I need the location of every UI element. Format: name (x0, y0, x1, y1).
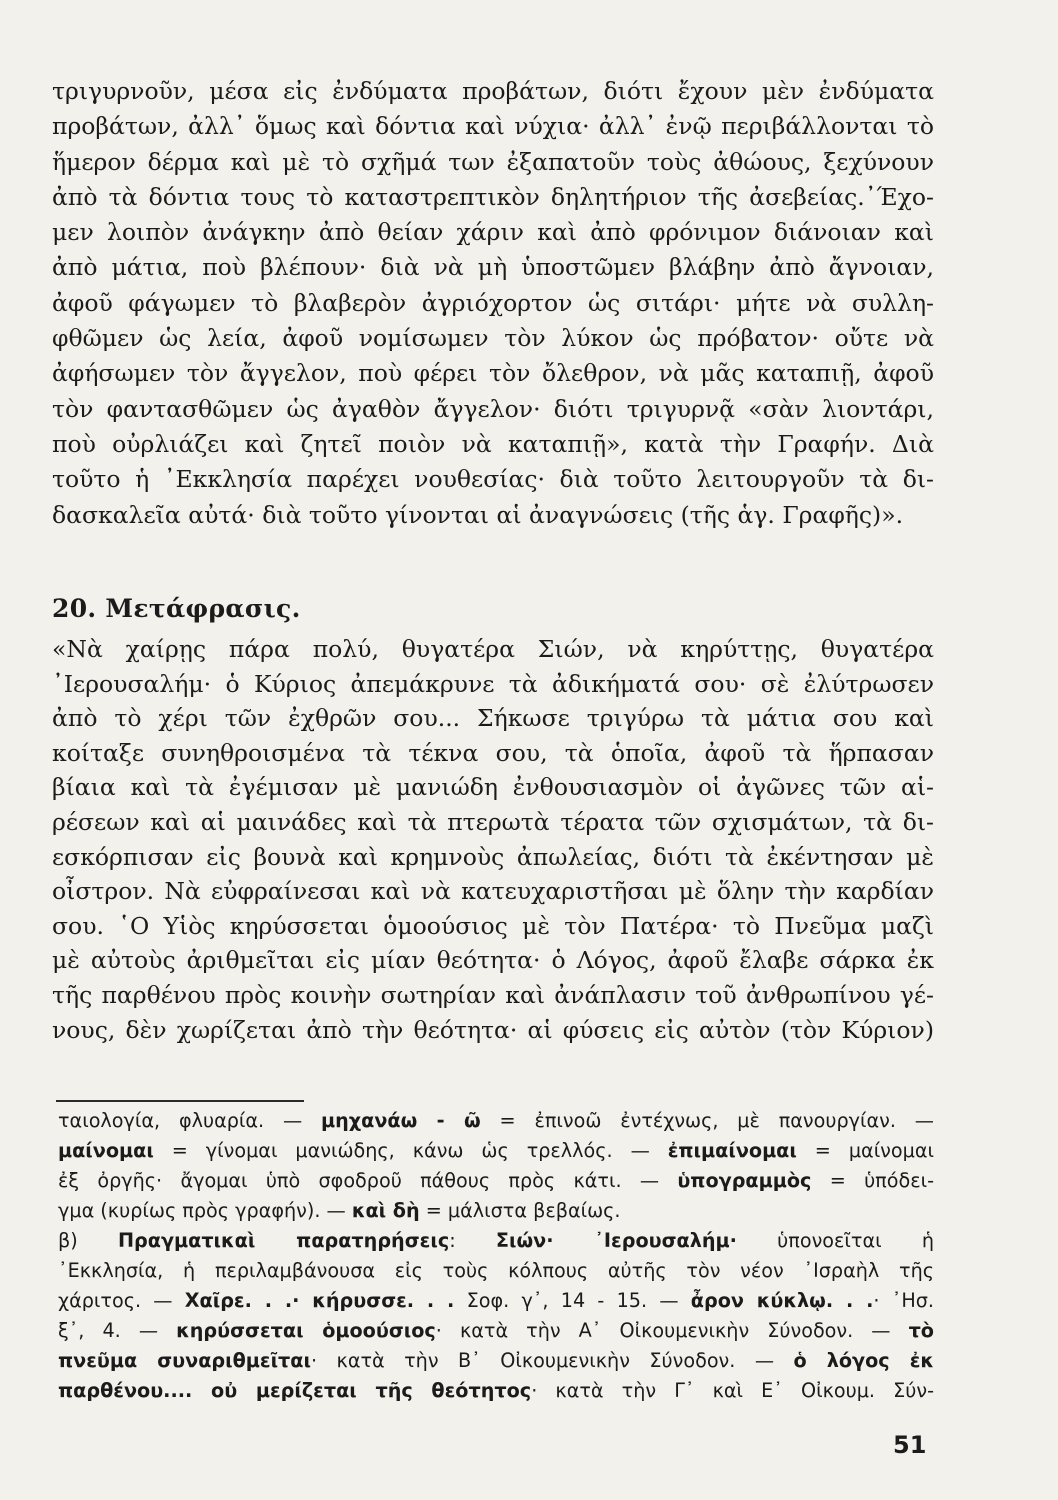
note-line (58, 1106, 934, 1136)
note-term: μαίνομαι (58, 1139, 154, 1162)
text-line: μεν λοιπὸν ἀνάγκην ἀπὸ θείαν χάριν καὶ ἀπὸ φρόνιμον διάνοιαν καὶ (52, 218, 934, 247)
text-line: ἀφήσωμεν τὸν ἄγγελον, ποὺ φέρει τὸν ὄλεθρον, νὰ μᾶς καταπιῇ, ἀφοῦ (52, 359, 934, 388)
text-line: τὸν φαντασθῶμεν ὡς ἀγαθὸν ἄγγελον· διότι τριγυρνᾷ «σὰν λιοντάρι, (52, 394, 934, 423)
text-line: ἥμερον δέρμα καὶ μὲ τὸ σχῆμά των ἐξαπατοῦν τοὺς ἀθώους, ξεχύνουν (52, 147, 934, 176)
note-term: παρθένου.... οὐ μερίζεται τῆς θεότητος (58, 1379, 532, 1402)
note-text: χάριτος. — (58, 1289, 185, 1312)
note-term: ὁ λόγος ἐκ (793, 1349, 935, 1372)
note-text: · κατὰ τὴν Α᾽ Οἰκουμενικὴν Σύνοδον. — (435, 1319, 909, 1342)
note-text: · ᾽Ησ. (873, 1289, 935, 1312)
text-line: ρέσεων καὶ αἱ μαινάδες καὶ τὰ πτερωτὰ τέρατα τῶν σχισμάτων, τὰ δι- (52, 807, 934, 836)
text-line: βίαια καὶ τὰ ἐγέμισαν μὲ μανιώδη ἐνθουσιασμὸν οἱ ἀγῶνες τῶν αἱ- (52, 773, 934, 802)
text-line: κοίταξε συνηθροισμένα τὰ τέκνα σου, τὰ ὁποῖα, ἀφοῦ τὰ ἥρπασαν (52, 738, 934, 767)
note-term: ἆρον κύκλῳ. . . (690, 1289, 874, 1312)
note-term: ὑπογραμμὸς (677, 1169, 812, 1192)
text-line: ἀφοῦ φάγωμεν τὸ βλαβερὸν ἀγριόχορτον ὡς σιτάρι· μήτε νὰ συλλη- (52, 288, 934, 317)
text-line: ἀπὸ τὸ χέρι τῶν ἐχθρῶν σου... Σήκωσε τριγύρω τὰ μάτια σου καὶ (52, 704, 934, 733)
text-line: ᾽Ιερουσαλήμ· ὁ Κύριος ἀπεμάκρυνε τὰ ἀδικήματά σου· σὲ ἐλύτρωσεν (52, 669, 934, 698)
note-text: Σοφ. γ᾽, 14 - 15. — (454, 1289, 691, 1312)
note-line (58, 1226, 934, 1256)
note-text: : (449, 1229, 496, 1252)
text-line: δασκαλεῖα αὐτά· διὰ τοῦτο γίνονται αἱ ἀναγνώσεις (τῆς ἁγ. Γραφῆς)». (52, 500, 904, 529)
note-text: = μάλιστα βεβαίως. (419, 1199, 621, 1222)
text-line: ποὺ οὐρλιάζει καὶ ζητεῖ ποιὸν νὰ καταπιῇ», κατὰ τὴν Γραφήν. Διὰ (52, 429, 934, 458)
text-line: σου. ῾Ο Υἱὸς κηρύσσεται ὁμοούσιος μὲ τὸν Πατέρα· τὸ Πνεῦμα μαζὶ (52, 911, 934, 940)
footnote-divider (56, 1100, 304, 1102)
note-text: ᾽Εκκλησία, ἡ περιλαμβάνουσα εἰς τοὺς κόλπους αὐτῆς τὸν νέον ᾽Ισραὴλ τῆς (58, 1259, 934, 1282)
section-heading: 20. Μετάφρασις. (52, 594, 301, 623)
note-term: κηρύσσεται ὁμοούσιος (176, 1319, 436, 1342)
note-text: = ἐπινοῶ ἐντέχνως, μὲ πανουργίαν. — (480, 1109, 934, 1132)
note-term: Χαῖρε. . .· κήρυσσε. . . (184, 1289, 455, 1312)
note-text: β) (58, 1229, 118, 1252)
note-text: ταιολογία, φλυαρία. — (58, 1109, 321, 1132)
section-text (52, 632, 934, 1047)
note-term: καὶ δὴ (351, 1199, 420, 1222)
note-line (58, 1286, 934, 1316)
note-text: ἐξ ὀργῆς· ἄγομαι ὑπὸ σφοδροῦ πάθους πρὸς κάτι. — (58, 1169, 678, 1192)
text-line: μὲ αὐτοὺς ἀριθμεῖται εἰς μίαν θεότητα· ὁ Λόγος, ἀφοῦ ἔλαβε σάρκα ἐκ (52, 946, 934, 975)
text-line: «Νὰ χαίρῃς πάρα πολύ, θυγατέρα Σιών, νὰ κηρύττῃς, θυγατέρα (52, 635, 934, 663)
note-line (58, 1346, 934, 1376)
text-line: τοῦτο ἡ ᾽Εκκλησία παρέχει νουθεσίας· διὰ τοῦτο λειτουργοῦν τὰ δι- (52, 465, 934, 494)
note-text: ὑπονοεῖται ἡ (736, 1229, 934, 1252)
note-term: μηχανάω - ῶ (320, 1109, 481, 1132)
note-text: · κατὰ τὴν Γ᾽ καὶ Ε᾽ Οἰκουμ. Σύν- (531, 1379, 934, 1402)
text-line: φθῶμεν ὡς λεία, ἀφοῦ νομίσωμεν τὸν λύκον ὡς πρόβατον· οὔτε νὰ (52, 324, 934, 353)
note-text: = μαίνομαι (796, 1139, 934, 1162)
note-line (58, 1316, 934, 1346)
note-term: πνεῦμα συναριθμεῖται (58, 1349, 311, 1372)
text-line: εσκόρπισαν εἰς βουνὰ καὶ κρημνοὺς ἀπωλείας, διότι τὰ ἐκέντησαν μὲ (52, 842, 934, 871)
note-line (58, 1196, 934, 1226)
note-term: ἐπιμαίνομαι (667, 1139, 797, 1162)
text-line: τῆς παρθένου πρὸς κοινὴν σωτηρίαν καὶ ἀνάπλασιν τοῦ ἀνθρωπίνου γέ- (52, 980, 934, 1009)
text-line: τριγυρνοῦν, μέσα εἰς ἐνδύματα προβάτων, διότι ἔχουν μὲν ἐνδύματα (52, 77, 934, 105)
note-line (58, 1376, 934, 1406)
note-line (58, 1166, 934, 1196)
text-line: νους, δὲν χωρίζεται ἀπὸ τὴν θεότητα· αἱ φύσεις εἰς αὐτὸν (τὸν Κύριον) (52, 1015, 934, 1044)
page-number: 51 (893, 1431, 927, 1459)
note-line (58, 1256, 934, 1286)
note-text: · κατὰ τὴν Β᾽ Οἰκουμενικὴν Σύνοδον. — (310, 1349, 794, 1372)
footnotes (58, 1106, 934, 1406)
note-line (58, 1136, 934, 1166)
note-text: γμα (κυρίως πρὸς γραφήν). — (58, 1199, 352, 1222)
note-text: = γίνομαι μανιώδης, κάνω ὡς τρελλός. — (153, 1139, 668, 1162)
note-text: ξ᾽, 4. — (58, 1319, 177, 1342)
note-term: τὸ (908, 1319, 934, 1342)
note-term: Σιών· ᾽Ιερουσαλήμ· (495, 1229, 737, 1252)
text-line: ἀπὸ μάτια, ποὺ βλέπουν· διὰ νὰ μὴ ὑποστῶμεν βλάβην ἀπὸ ἄγνοιαν, (52, 253, 934, 282)
text-line: προβάτων, ἀλλ᾽ ὅμως καὶ δόντια καὶ νύχια· ἀλλ᾽ ἐνῷ περιβάλλονται τὸ (52, 112, 934, 141)
text-line: οἶστρον. Νὰ εὐφραίνεσαι καὶ νὰ κατευχαριστῆσαι μὲ ὅλην τὴν καρδίαν (52, 877, 934, 906)
text-line: ἀπὸ τὰ δόντια τους τὸ καταστρεπτικὸν δηλητήριον τῆς ἀσεβείας.᾽Έχο- (52, 182, 934, 211)
note-term: Πραγματικαὶ παρατηρήσεις (117, 1229, 450, 1252)
note-text: = ὑπόδει- (811, 1169, 934, 1192)
body-text (52, 74, 934, 533)
